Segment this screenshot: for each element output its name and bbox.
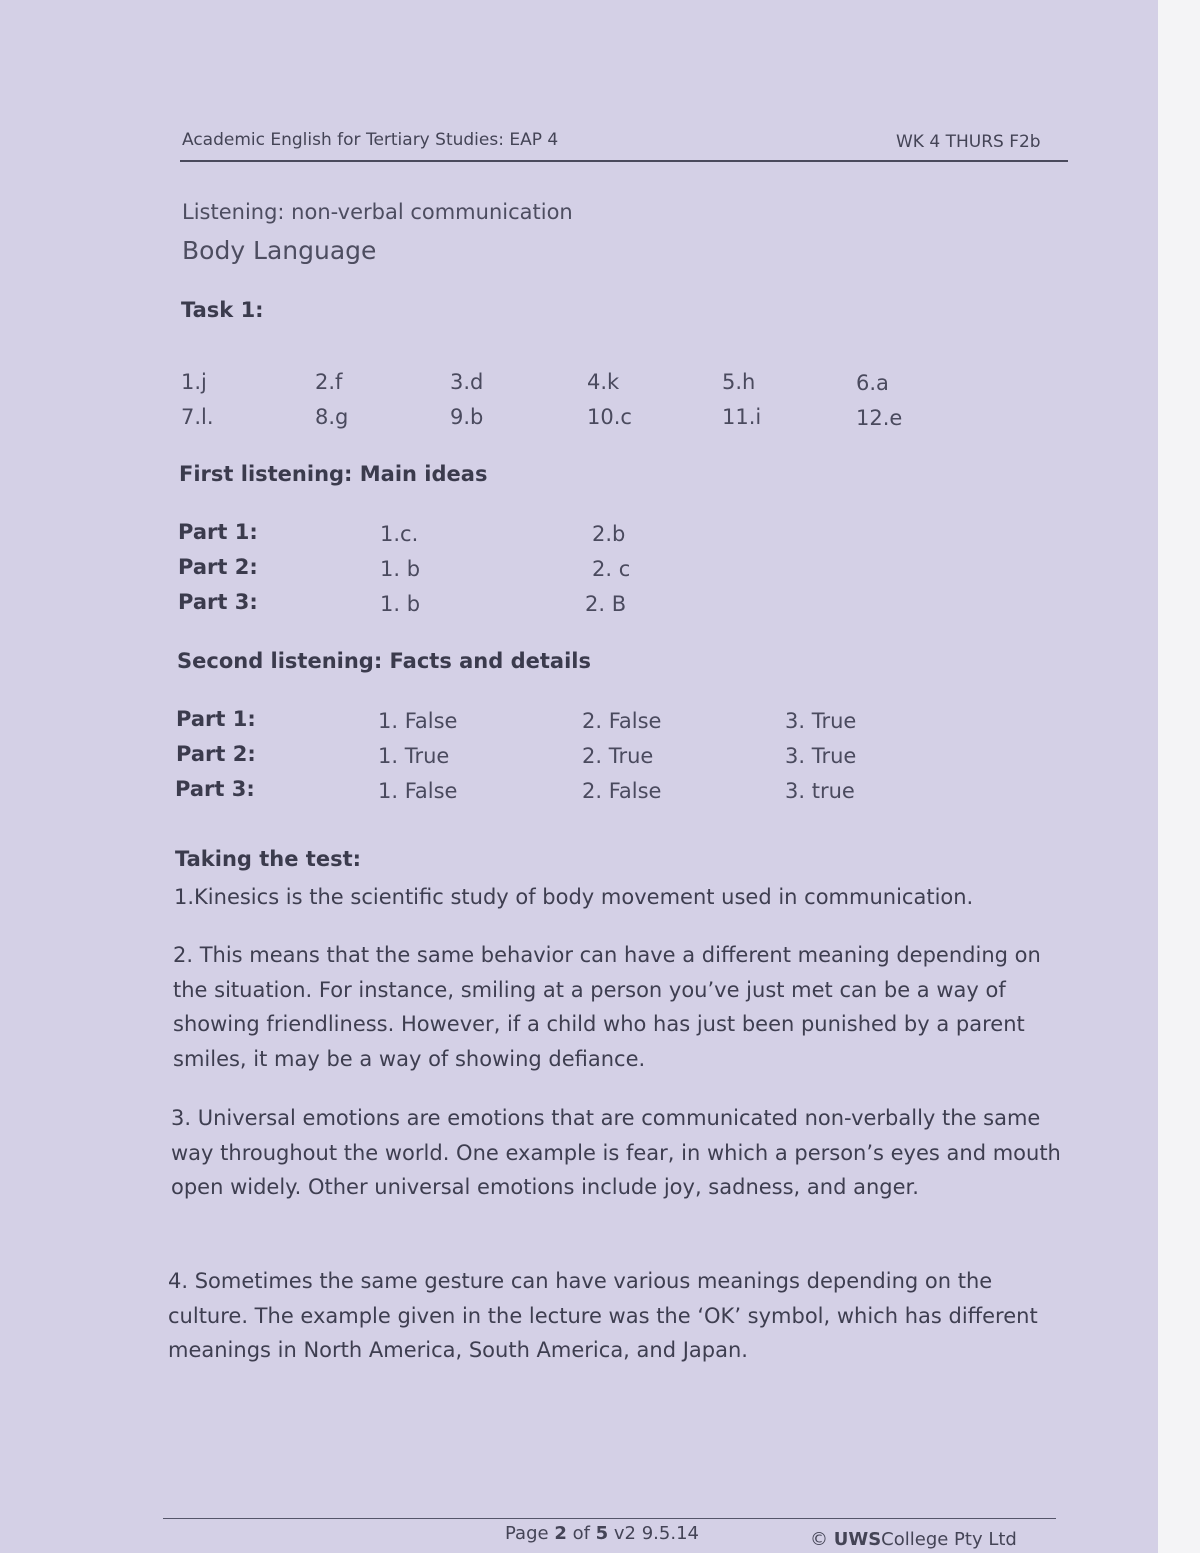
footer-page-total: 5 — [595, 1523, 609, 1544]
section-title: Body Language — [182, 236, 377, 265]
footer-page-current: 2 — [554, 1523, 567, 1544]
task1-heading: Task 1: — [181, 298, 264, 322]
header-divider — [180, 160, 1068, 162]
second-listening-answer: 2. True — [582, 744, 654, 768]
footer-page-prefix: Page — [505, 1523, 555, 1544]
first-listening-answer: 1. b — [380, 592, 421, 616]
second-listening-answer: 3. true — [785, 779, 855, 803]
second-listening-part-label: Part 2: — [176, 742, 256, 766]
taking-test-answer-paragraph: 3. Universal emotions are emotions that are communicated non-verbally the same way throughout the world. One example is fear, in which a person’s eyes and mouth open widely. Other universal emotions include joy, sadness, and anger. — [171, 1106, 1061, 1199]
task1-answer: 5.h — [722, 370, 756, 394]
task1-answer: 10.c — [587, 405, 632, 429]
scan-margin — [1158, 0, 1200, 1553]
second-listening-answer: 3. True — [785, 744, 857, 768]
taking-test-heading: Taking the test: — [175, 847, 362, 871]
task1-answer: 7.l. — [181, 405, 214, 429]
footer-version: v2 9.5.14 — [608, 1523, 699, 1544]
section-subtitle: Listening: non-verbal communication — [182, 200, 573, 224]
first-listening-answer: 1. b — [380, 557, 421, 581]
second-listening-heading: Second listening: Facts and details — [177, 649, 591, 673]
taking-test-answer-paragraph: 2. This means that the same behavior can have a different meaning depending on the situation. For instance, smiling at a person you’ve just met can be a way of showing friendliness. However, if a child who has just been punished by a parent smiles, it may be a way of showing defiance. — [173, 943, 1041, 1071]
footer-divider — [163, 1518, 1056, 1519]
footer-page-number — [505, 1523, 699, 1544]
footer-company-rest: College Pty Ltd — [881, 1529, 1017, 1550]
first-listening-part-label: Part 2: — [178, 555, 258, 579]
task1-answer: 8.g — [315, 405, 349, 429]
footer-copyright — [810, 1529, 1017, 1550]
taking-test-answer-paragraph: 1.Kinesics is the scientific study of body movement used in communication. — [174, 885, 974, 909]
first-listening-answer: 1.c. — [380, 522, 419, 546]
first-listening-part-label: Part 3: — [178, 590, 258, 614]
second-listening-answer: 1. True — [378, 744, 450, 768]
second-listening-part-label: Part 3: — [175, 777, 255, 801]
task1-answer: 9.b — [450, 405, 484, 429]
task1-answer: 3.d — [450, 370, 484, 394]
footer-page-of: of — [566, 1523, 596, 1544]
first-listening-part-label: Part 1: — [178, 520, 258, 544]
first-listening-answer: 2.b — [592, 522, 626, 546]
task1-answer: 4.k — [587, 370, 620, 394]
first-listening-answer: 2. B — [585, 592, 627, 616]
taking-test-answer-paragraph: 4. Sometimes the same gesture can have various meanings depending on the culture. The example given in the lecture was the ‘OK’ symbol, which has different meanings in North America, South America, and Japan. — [168, 1269, 1038, 1362]
second-listening-answer: 1. False — [378, 779, 458, 803]
task1-answer: 12.e — [856, 406, 903, 430]
second-listening-answer: 2. False — [582, 779, 662, 803]
second-listening-answer: 3. True — [785, 709, 857, 733]
first-listening-answer: 2. c — [592, 557, 631, 581]
header-week-code: WK 4 THURS F2b — [896, 132, 1041, 152]
second-listening-answer: 2. False — [582, 709, 662, 733]
header-course-title: Academic English for Tertiary Studies: EAP 4 — [182, 130, 559, 150]
task1-answer: 6.a — [856, 371, 889, 395]
second-listening-answer: 1. False — [378, 709, 458, 733]
second-listening-part-label: Part 1: — [176, 707, 256, 731]
copyright-icon: © — [810, 1529, 828, 1550]
task1-answer: 1.j — [181, 370, 207, 394]
footer-company-bold: UWS — [833, 1529, 882, 1550]
first-listening-heading: First listening: Main ideas — [179, 462, 488, 486]
task1-answer: 2.f — [315, 370, 343, 394]
task1-answer: 11.i — [722, 405, 762, 429]
